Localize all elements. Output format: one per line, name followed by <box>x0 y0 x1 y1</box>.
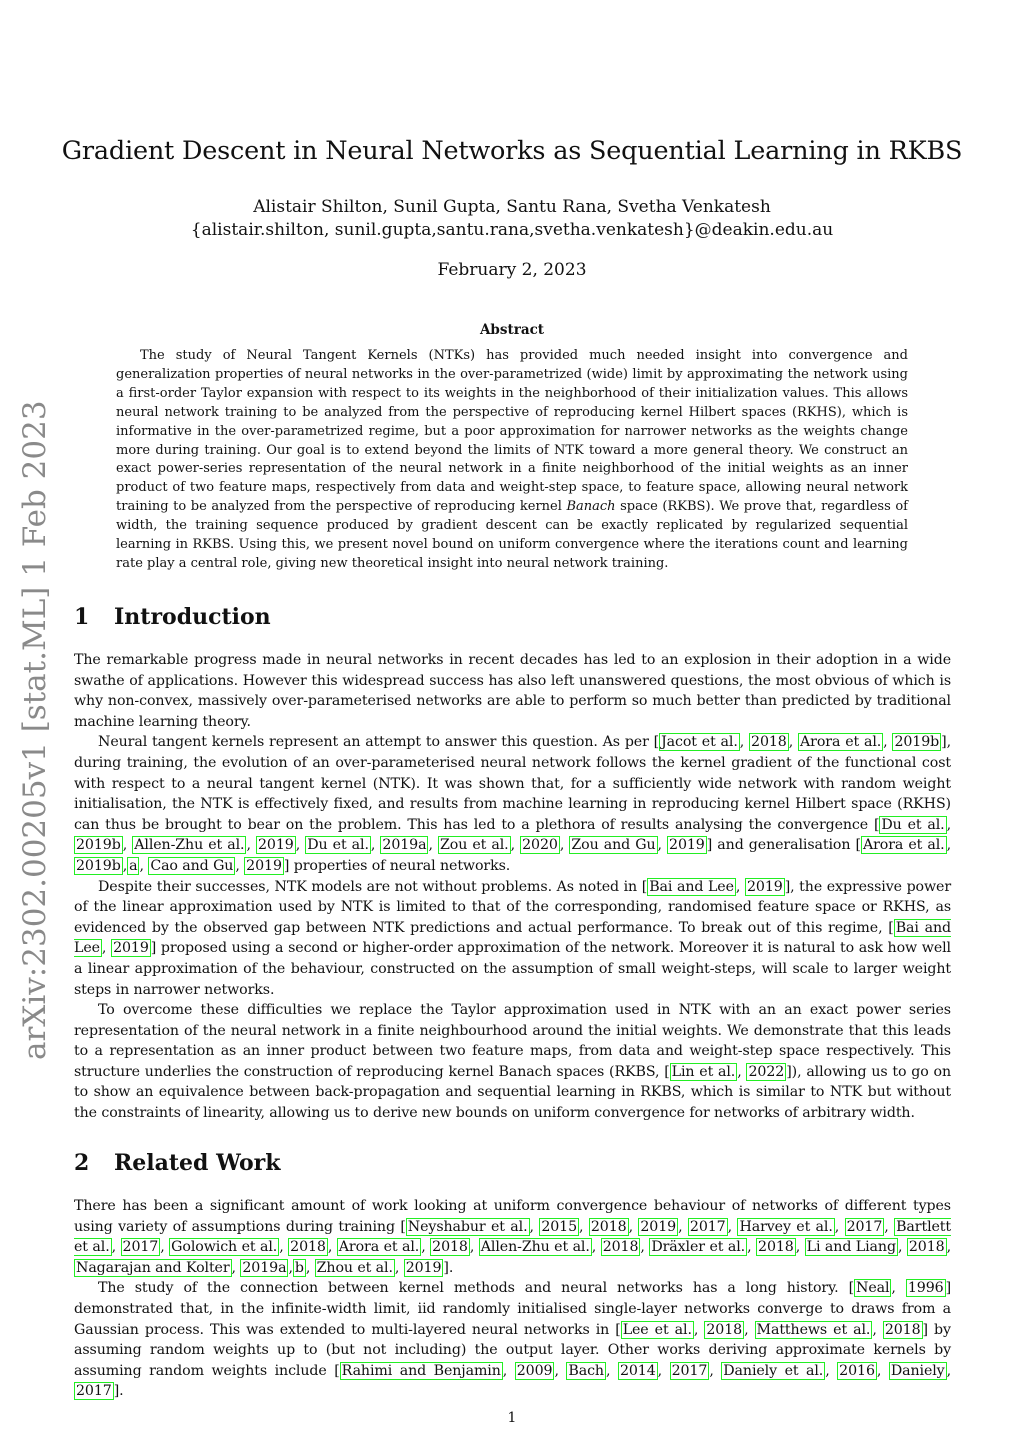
citation-link[interactable]: Bai and Lee <box>649 878 734 895</box>
citation-link[interactable]: Lee et al. <box>622 1321 692 1338</box>
text-run: , the expressive power of the linear approximation used by NTK is limited to that of the corresponding, randomised feature space or RKHS, as evidenced by the observed gap between NTK predictions and actual performance. To break out of this regime, <box>74 878 952 936</box>
citation-link[interactable]: 2017 <box>76 1383 112 1400</box>
citation-link[interactable]: 2018 <box>290 1239 326 1256</box>
citation-link[interactable]: 2018 <box>602 1239 639 1256</box>
section-number: 1 <box>74 604 90 630</box>
citation-link[interactable]: Daniely et al. <box>723 1362 824 1379</box>
citation-link[interactable]: Daniely <box>890 1362 945 1379</box>
citation-link[interactable]: Zou and Gu <box>571 837 656 854</box>
section-title: Related Work <box>114 1150 281 1176</box>
abstract-paragraph <box>116 347 908 574</box>
text-run: The study of the connection between kernel methods and neural networks has a long history. <box>98 1280 849 1297</box>
citation-link[interactable]: Zou et al. <box>440 837 509 854</box>
citation-link[interactable]: Bartlett et al. <box>74 1218 952 1256</box>
text-run: Neural tangent kernels represent an attempt to answer this question. As per <box>98 734 654 751</box>
citation-link[interactable]: a <box>129 857 138 874</box>
page-number: 1 <box>507 1410 517 1426</box>
citation-link[interactable]: b <box>294 1259 304 1276</box>
citation-link[interactable]: Du et al. <box>881 816 945 833</box>
citation-link[interactable]: 2019 <box>746 878 783 895</box>
citation-link[interactable]: Allen-Zhu et al. <box>134 837 245 854</box>
citation-link[interactable]: 2019 <box>669 837 705 854</box>
citation-link[interactable]: Golowich et al. <box>171 1239 278 1256</box>
paper-date: February 2, 2023 <box>437 260 587 280</box>
text-run: Despite their successes, NTK models are not without problems. As noted in <box>98 878 642 895</box>
related-paragraph-2: The study of the connection between kernel methods and neural networks has a long history. [ Neal , 1996 ] demonstrated that, in the infinite-width limit, iid randomly initialised single-layer networks converge to draws from a Gaussian process. This was extended to multi-layered neural networks in [ Lee et al. , 2018 , Matthews et al. , 2018 ] by assuming random weights up to (but not including) the output layer. Other works deriving approximate kernels by assuming random weights include [ Rahimi and Benjamin , 2009 , Bach , 2014 , 2017 , Daniely et al. , 2016 , Daniely , 2017 ]. <box>74 1280 952 1400</box>
paper-title: Gradient Descent in Neural Networks as Sequential Learning in RKBS <box>61 136 963 166</box>
citation-link[interactable]: 2017 <box>846 1218 883 1235</box>
text-run: during training, the evolution of an over-parameterised neural network follows the kernel gradient of the functional cost with respect to a neural tangent kernel (NTK). It was shown that, for a sufficiently wide network with random weight initialisation, the NTK is effectively fixed, and results from machine learning in reproducing kernel Hilbert space (RKHS) can thus be brought to bear on the problem. This has led to a plethora of results analysing the convergence <box>74 754 951 833</box>
citation-link[interactable]: Li and Liang <box>806 1239 896 1256</box>
citation-link[interactable]: Neal <box>856 1280 890 1297</box>
citation-link[interactable]: Neyshabur et al. <box>407 1218 528 1235</box>
citation-link[interactable]: 2020 <box>522 837 558 854</box>
citation-link[interactable]: Dräxler et al. <box>651 1239 746 1256</box>
citation-link[interactable]: 2018 <box>884 1321 921 1338</box>
citation-link[interactable]: Rahimi and Benjamin <box>341 1362 501 1379</box>
citation-link[interactable]: Du et al. <box>307 837 369 854</box>
abstract-heading: Abstract <box>479 322 545 338</box>
citation-link[interactable]: 2018 <box>590 1218 627 1235</box>
text-run: There has been a significant amount of work looking at uniform convergence behaviour of networks of different types using variety of assumptions during training <box>74 1198 951 1235</box>
citation-link[interactable]: Jacot et al. <box>661 734 738 751</box>
citation-link[interactable]: 2019 <box>246 857 282 874</box>
introduction-body <box>74 650 951 1124</box>
citation-link[interactable]: 2022 <box>748 1063 785 1080</box>
section-title: Introduction <box>114 604 271 630</box>
arxiv-identifier[interactable]: arXiv:2302.00205v1 [stat.ML] 1 Feb 2023 <box>17 400 53 1060</box>
citation-link[interactable]: 2014 <box>619 1362 656 1379</box>
text-run: ), allowing us to go on to show an equivalence between back-propagation and sequential learning in RKBS, which is similar to NTK but without the constraints of linearity, allowing us to derive new bounds on uniform convergence for networks of arbitrary width. <box>74 1063 951 1122</box>
intro-paragraph-4: To overcome these difficulties we replace the Taylor approximation used in NTK with an an exact power series representation of the neural network in a finite neighbourhood around the initial weights. We demonstrate that this leads to a representation as an inner product between two feature maps, from data and weight-step space respectively. This structure underlies the construction of reproducing kernel Banach spaces (RKBS, [ Lin et al. , 2022 ]), allowing us to go on to show an equivalence between back-propagation and sequential learning in RKBS, which is similar to NTK but without the constraints of linearity, allowing us to derive new bounds on uniform convergence for networks of arbitrary width. <box>74 1002 951 1122</box>
citation-link[interactable]: Allen-Zhu et al. <box>480 1239 590 1256</box>
citation-link[interactable]: 2018 <box>908 1239 945 1256</box>
citation-link[interactable]: 2017 <box>689 1218 726 1235</box>
text-run: . <box>448 1259 454 1276</box>
citation-link[interactable]: Zhou et al. <box>316 1259 393 1276</box>
citation-link[interactable]: 2019a <box>382 837 427 854</box>
citation-link[interactable]: Matthews et al. <box>756 1321 871 1338</box>
citation-link[interactable]: 2016 <box>839 1362 875 1379</box>
citation-link[interactable]: 2018 <box>751 734 787 751</box>
section-number: 2 <box>74 1150 90 1176</box>
author-emails: {alistair.shilton, sunil.gupta,santu.rana,svetha.venkatesh}@deakin.edu.au <box>190 220 834 240</box>
citation-link[interactable]: 1996 <box>907 1280 944 1297</box>
citation-link[interactable]: Lin et al. <box>671 1063 736 1080</box>
citation-link[interactable]: 2018 <box>432 1239 468 1256</box>
citation-link[interactable]: Cao and Gu <box>150 857 234 874</box>
citation-link[interactable]: Arora et al. <box>338 1239 420 1256</box>
text-run: To overcome these difficulties we replace the Taylor approximation used in NTK with an an exact power series representation of the neural network in a finite neighbourhood around the initial weights. We demonstrate that this leads to a representation as an inner product between two feature maps, from data and weight-step space respectively. This structure underlies the construction of reproducing kernel Banach spaces (RKBS, <box>74 1002 951 1080</box>
citation-link[interactable]: 2019b <box>76 837 121 854</box>
citation-link[interactable]: 2018 <box>706 1321 743 1338</box>
related-paragraph-1: There has been a significant amount of work looking at uniform convergence behaviour of networks of different types using variety of assumptions during training [ Neyshabur et al. , 2015 , 2018 , 2019 , 2017 , Harvey et al. , 2017 , Bartlett et al. , 2017 , Golowich et al. , 2018 , Arora et al. , 2018 , Allen-Zhu et al. , 2018 , Dräxler et al. , 2018 , Li and Liang , 2018 , Nagarajan and Kolter , 2019a , b , Zhou et al. , 2019 ]. <box>74 1198 952 1276</box>
citation-link[interactable]: 2019 <box>640 1218 677 1235</box>
section-heading-introduction <box>74 604 271 630</box>
abstract-body <box>116 347 908 574</box>
related-work-body <box>74 1196 951 1402</box>
citation-link[interactable]: 2019 <box>113 940 149 957</box>
citation-link[interactable]: 2019b <box>76 857 121 874</box>
citation-link[interactable]: 2015 <box>541 1218 578 1235</box>
citation-link[interactable]: 2018 <box>758 1239 794 1256</box>
section-heading-related-work <box>74 1150 281 1176</box>
intro-paragraph-1: The remarkable progress made in neural networks in recent decades has led to an explosion in their adoption in a wide swathe of applications. However this widespread success has also left unanswered questions, the most obvious of which is why non-convex, massively over-parameterised networks are able to perform so much better than predicted by traditional machine learning theory. <box>74 652 951 730</box>
intro-paragraph-2: Neural tangent kernels represent an attempt to answer this question. As per [ Jacot et al. , 2018 , Arora et al. , 2019b ], during training, the evolution of an over-parameterised neural network follows the kernel gradient of the functional cost with respect to a neural tangent kernel (NTK). It was shown that, for a sufficiently wide network with random weight initialisation, the NTK is effectively fixed, and results from machine learning in reproducing kernel Hilbert space (RKHS) can thus be brought to bear on the problem. This has led to a plethora of results analysing the convergence [ Du et al. , 2019b , Allen-Zhu et al. , 2019 , Du et al. , 2019a , Zou et al. , 2020 , Zou and Gu , 2019 ] and generalisation [ Arora et al. , 2019b , a , Cao and Gu , 2019 ] properties of neural networks. <box>74 734 952 874</box>
abstract-text-end: space (RKBS). We prove that, regardless of width, the training sequence produced by gradient descent can be exactly replicated by regularized sequential learning in RKBS. Using this, we present novel bound on uniform convergence where the iterations count and learning rate play a central role, giving new theoretical insight into neural network training. <box>116 499 908 571</box>
abstract-text: The study of Neural Tangent Kernels (NTKs) has provided much needed insight into convergence and generalization properties of neural networks in the over-parametrized (wide) limit by approximating the network using a first-order Taylor expansion with respect to its weights in the neighborhood of their initialization values. This allows neural network training to be analyzed from the perspective of reproducing kernel Hilbert spaces (RKHS), which is informative in the over-parametrized regime, but a poor approximation for narrower networks as the weights change more during training. Our goal is to extend beyond the limits of NTK toward a more general theory. We construct an exact power-series representation of the neural network in a finite neighborhood of the initial weights as an inner product of two feature maps, respectively from data and weight-step space, to feature space, allowing neural network training to be analyzed from the perspective of reproducing kernel <box>116 348 908 515</box>
citation-link[interactable]: Bach <box>568 1362 604 1379</box>
author-names: Alistair Shilton, Sunil Gupta, Santu Rana, Svetha Venkatesh <box>253 197 771 217</box>
text-run: demonstrated that, in the infinite-width limit, iid randomly initialised single-layer networks converge to draws from a Gaussian process. This was extended to multi-layered neural networks in <box>74 1300 951 1338</box>
citation-link[interactable]: Arora et al. <box>800 734 882 751</box>
citation-link[interactable]: 2017 <box>122 1239 159 1256</box>
text-run: . <box>119 1383 124 1400</box>
citation-link[interactable]: 2019b <box>894 734 940 751</box>
text-run: proposed using a second or higher-order approximation of the network. Moreover it is natural to ask how well a linear approximation of the behaviour, constructed on the assumption of small weight-steps, will scale to larger weight steps in narrower networks. <box>74 940 951 998</box>
citation-link[interactable]: 2019 <box>257 837 294 854</box>
text-run: by assuming random weights up to (but not including) the output layer. Other works deriving approximate kernels by assuming random weights include <box>74 1321 951 1379</box>
citation-link[interactable]: 2019 <box>405 1259 442 1276</box>
citation-link[interactable]: 2019a <box>242 1259 287 1276</box>
citation-link[interactable]: 2017 <box>671 1362 708 1379</box>
citation-link[interactable]: Bai and Lee <box>74 919 951 957</box>
intro-paragraph-3: Despite their successes, NTK models are not without problems. As noted in [ Bai and Lee , 2019 ], the expressive power of the linear approximation used by NTK is limited to that of the corresponding, randomised feature space or RKHS, as evidenced by the observed gap between NTK predictions and actual performance. To break out of this regime, [ Bai and Lee , 2019 ] proposed using a second or higher-order approximation of the network. Moreover it is natural to ask how well a linear approximation of the behaviour, constructed on the assumption of small weight-steps, will scale to larger weight steps in narrower networks. <box>74 878 952 998</box>
text-run: and generalisation <box>712 837 856 854</box>
citation-link[interactable]: Harvey et al. <box>739 1218 833 1235</box>
citation-link[interactable]: 2009 <box>516 1362 553 1379</box>
author-block <box>40 196 984 242</box>
citation-link[interactable]: Arora et al. <box>862 837 945 854</box>
citation-link[interactable]: Nagarajan and Kolter <box>76 1259 230 1276</box>
abstract-italic-term: Banach <box>566 499 616 515</box>
text-run: properties of neural networks. <box>289 857 511 874</box>
